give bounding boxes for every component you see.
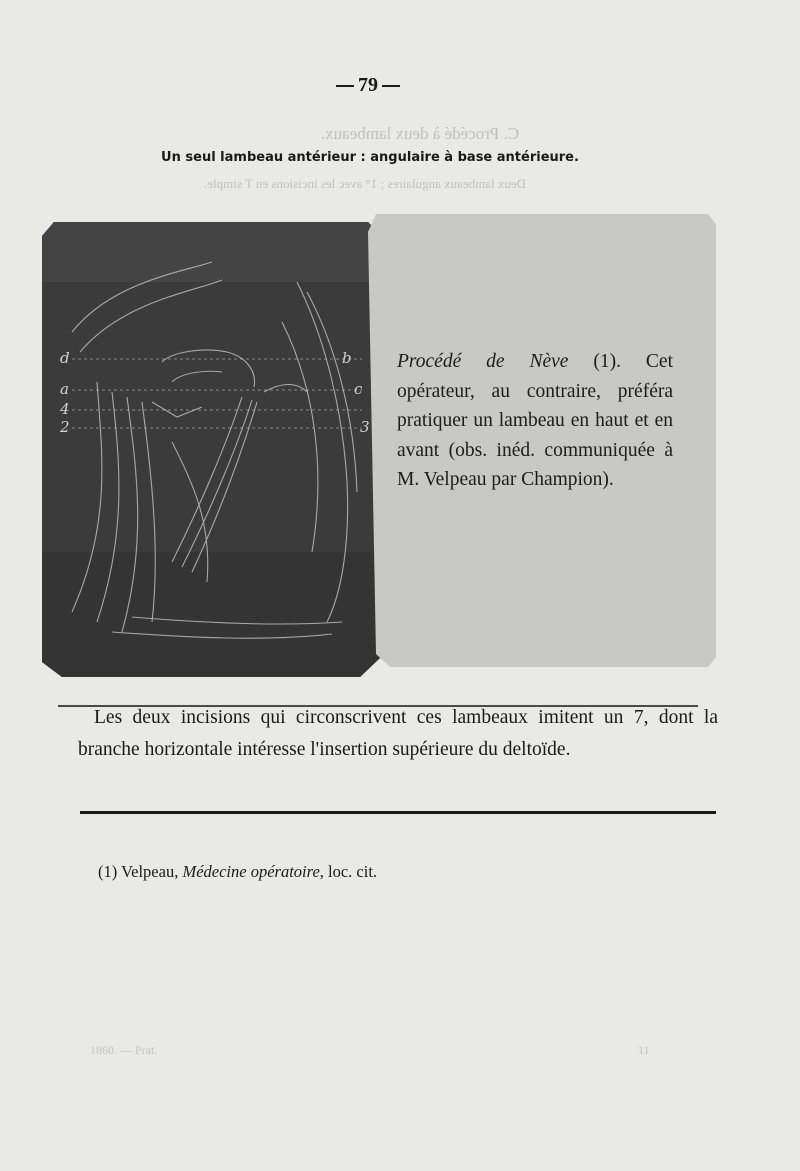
bleed-through-footer-right: 11 xyxy=(638,1043,650,1057)
page-number: 79 xyxy=(318,74,418,97)
figure-caption: Un seul lambeau antérieur : angulaire à base antérieure. xyxy=(161,150,579,165)
shoulder-illustration xyxy=(42,222,380,677)
plate-description xyxy=(397,347,673,495)
procedure-name: Procédé de Nève xyxy=(397,351,569,372)
bleed-through-heading: C. Procédé à deux lambeaux. xyxy=(320,124,520,143)
label-3: 3 xyxy=(360,418,370,436)
footnote-rest: , loc. cit. xyxy=(319,862,378,881)
label-c: c xyxy=(354,380,363,398)
bleed-through-subheading: Deux lambeaux angulaires ; 1° avec les incisions en T simple. xyxy=(203,176,527,191)
bleed-through-footer xyxy=(90,1043,690,1058)
footnote-marker: (1) Velpeau, xyxy=(98,862,183,881)
label-b: b xyxy=(342,349,352,367)
label-4: 4 xyxy=(60,400,70,418)
footnote-title: Médecine opératoire xyxy=(182,862,320,881)
bleed-through-footer-left: 1860. — Prat. xyxy=(90,1043,158,1057)
label-2: 2 xyxy=(60,418,70,436)
procedure-description: (1). Cet opérateur, au contraire, préféra pratiquer un lambeau en haut et en avant (obs. inéd. communiquée à M. Velpeau par Champion). xyxy=(397,351,673,490)
label-a: a xyxy=(60,380,69,398)
anatomical-engraving xyxy=(42,222,380,677)
body-paragraph: Les deux incisions qui circonscrivent ces lambeaux imitent un 7, dont la branche horizontale intéresse l'insertion supérieure du deltoïde. xyxy=(78,707,718,760)
label-d: d xyxy=(60,349,70,367)
footnote xyxy=(98,862,698,882)
footnote-rule xyxy=(80,811,716,814)
